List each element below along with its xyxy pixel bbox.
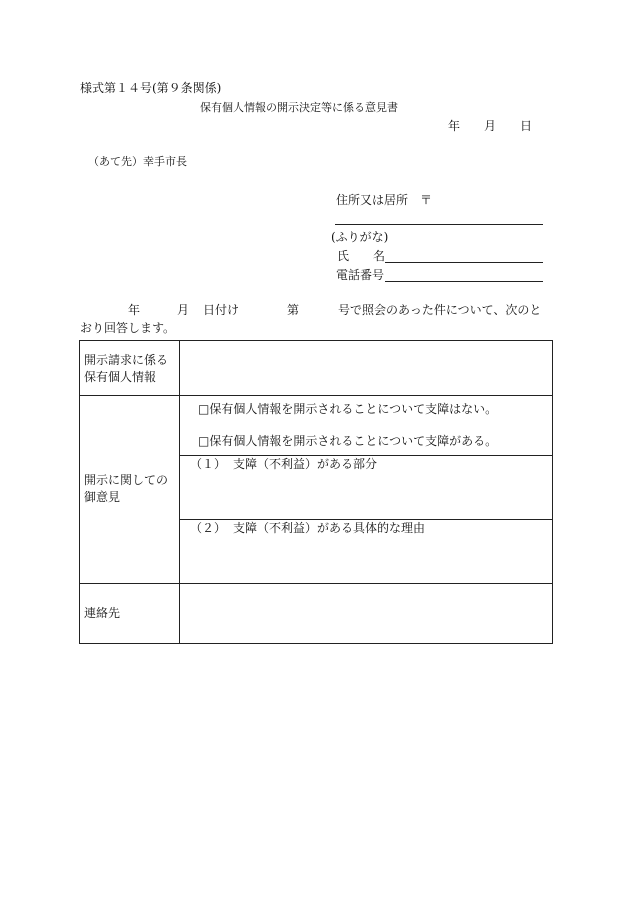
furigana-label: (ふりがな) bbox=[331, 230, 389, 244]
address-label: 住所又は居所 〒 bbox=[336, 193, 433, 207]
requested-info-label-1: 開示請求に係る bbox=[84, 353, 169, 367]
contact-label: 連絡先 bbox=[84, 606, 121, 620]
name-underline bbox=[385, 262, 543, 263]
section-2-title: 支障（不利益）がある具体的な理由 bbox=[233, 521, 426, 535]
date-line: 年 月 日 bbox=[448, 119, 533, 133]
option-no-issue: □保有個人情報を開示されることについて支障はない。 bbox=[198, 402, 498, 416]
reply-number-prefix: 第 bbox=[287, 303, 300, 317]
address-underline bbox=[335, 224, 543, 225]
reply-line2: おり回答します。 bbox=[80, 321, 176, 335]
option-issue: □保有個人情報を開示されることについて支障がある。 bbox=[198, 434, 498, 448]
name-label: 氏 名 bbox=[337, 249, 386, 263]
table-row-divider-1 bbox=[79, 395, 552, 396]
section-1-title: 支障（不利益）がある部分 bbox=[233, 457, 378, 471]
phone-underline bbox=[385, 281, 543, 282]
phone-label: 電話番号 bbox=[336, 268, 385, 282]
opinion-label-2: 御意見 bbox=[84, 490, 121, 504]
addressee: （あて先）幸手市長 bbox=[88, 155, 187, 168]
reply-line1: 号で照会のあった件について、次のと bbox=[338, 303, 542, 317]
opinion-table bbox=[79, 340, 553, 644]
opinion-label-1: 開示に関しての bbox=[84, 473, 169, 487]
reply-year-label: 年 bbox=[128, 303, 141, 317]
section-1-number: （１） bbox=[190, 457, 227, 471]
reply-month-label: 月 bbox=[177, 303, 190, 317]
table-column-divider bbox=[179, 340, 180, 643]
requested-info-label-2: 保有個人情報 bbox=[84, 370, 157, 384]
document-title: 保有個人情報の開示決定等に係る意見書 bbox=[200, 101, 398, 114]
table-row-divider-2 bbox=[79, 583, 552, 584]
form-number: 様式第１４号(第９条関係) bbox=[80, 81, 222, 95]
section-2-number: （２） bbox=[190, 521, 227, 535]
reply-date-label: 日付け bbox=[203, 303, 240, 317]
